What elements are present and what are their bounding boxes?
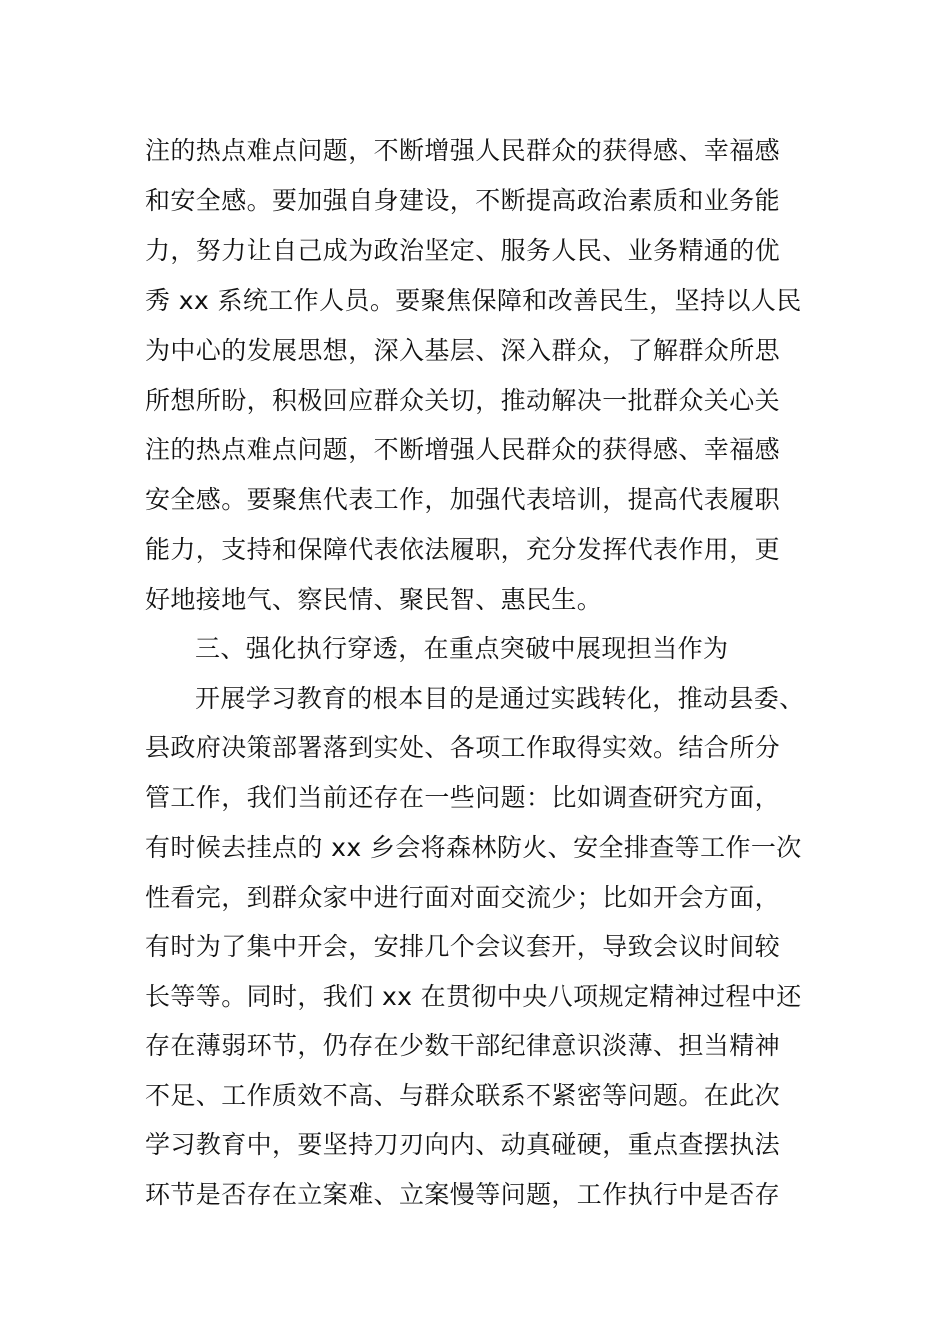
paragraph-line: 安全感。要聚焦代表工作，加强代表培训，提高代表履职 bbox=[145, 485, 781, 514]
paragraph-line: 能力，支持和保障代表依法履职，充分发挥代表作用，更 bbox=[145, 535, 781, 564]
paragraph-line: 好地接地气、察民情、聚民智、惠民生。 bbox=[145, 585, 603, 614]
paragraph-line: 秀 xx 系统工作人员。要聚焦保障和改善民生，坚持以人民 bbox=[145, 286, 802, 315]
paragraph-line: 所想所盼，积极回应群众关切，推动解决一批群众关心关 bbox=[145, 386, 781, 415]
paragraph-line: 学习教育中，要坚持刀刃向内、动真碰硬，重点查摆执法 bbox=[145, 1130, 781, 1159]
section-heading: 三、强化执行穿透，在重点突破中展现担当作为 bbox=[195, 634, 729, 663]
paragraph-line: 和安全感。要加强自身建设，不断提高政治素质和业务能 bbox=[145, 186, 781, 215]
paragraph-line: 力，努力让自己成为政治坚定、服务人民、业务精通的优 bbox=[145, 236, 781, 265]
paragraph-line: 不足、工作质效不高、与群众联系不紧密等问题。在此次 bbox=[145, 1081, 781, 1110]
paragraph-line: 有时为了集中开会，安排几个会议套开，导致会议时间较 bbox=[145, 932, 781, 961]
paragraph-line: 存在薄弱环节，仍存在少数干部纪律意识淡薄、担当精神 bbox=[145, 1031, 781, 1060]
paragraph-line: 有时候去挂点的 xx 乡会将森林防火、安全排查等工作一次 bbox=[145, 833, 802, 862]
paragraph-line: 开展学习教育的根本目的是通过实践转化，推动县委、 bbox=[195, 684, 805, 713]
paragraph-line: 环节是否存在立案难、立案慢等问题，工作执行中是否存 bbox=[145, 1180, 781, 1209]
paragraph-line: 性看完，到群众家中进行面对面交流少；比如开会方面， bbox=[145, 883, 781, 912]
paragraph-line: 管工作，我们当前还存在一些问题：比如调查研究方面， bbox=[145, 783, 781, 812]
paragraph-line: 注的热点难点问题，不断增强人民群众的获得感、幸福感 bbox=[145, 136, 781, 165]
paragraph-line: 县政府决策部署落到实处、各项工作取得实效。结合所分 bbox=[145, 733, 781, 762]
paragraph-line: 为中心的发展思想，深入基层、深入群众，了解群众所思 bbox=[145, 336, 781, 365]
paragraph-line: 注的热点难点问题，不断增强人民群众的获得感、幸福感 bbox=[145, 435, 781, 464]
paragraph-line: 长等等。同时，我们 xx 在贯彻中央八项规定精神过程中还 bbox=[145, 982, 802, 1011]
